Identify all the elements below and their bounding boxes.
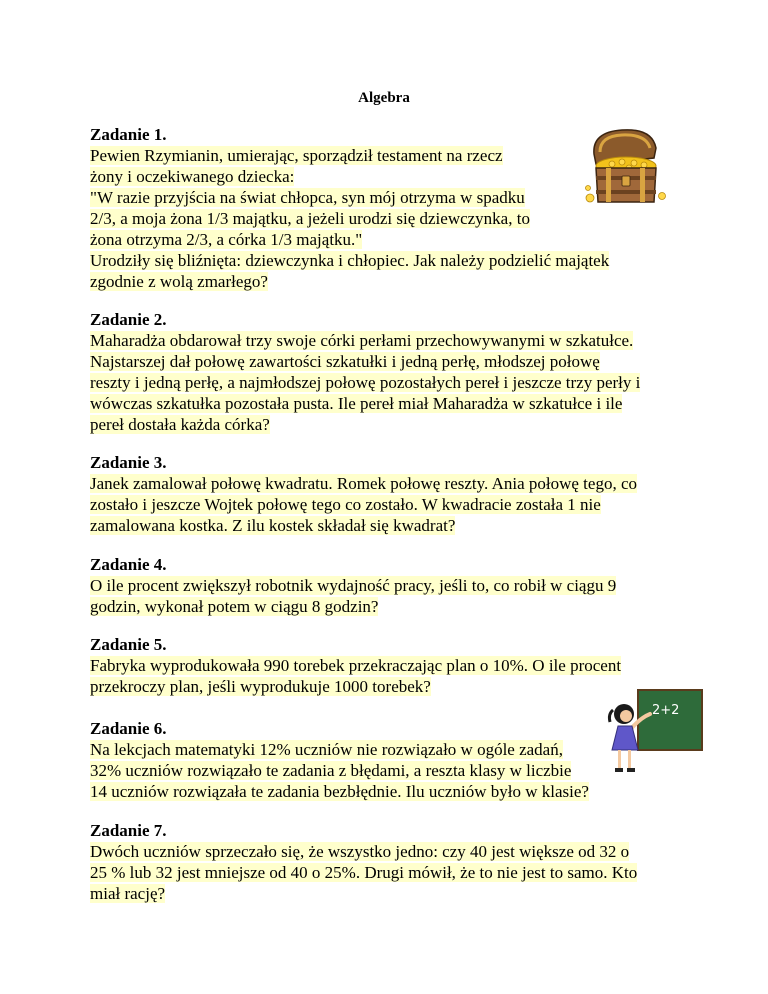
task-line: reszty i jedną perłę, a najmłodszej połowę pozostałych pereł i jeszcze trzy perły i <box>90 373 641 392</box>
task-line: zgodnie z wolą zmarłego? <box>90 272 268 291</box>
task-line: pereł dostała każda córka? <box>90 415 270 434</box>
task-heading: Zadanie 1. <box>90 125 167 144</box>
task-5 <box>90 634 621 697</box>
task-2 <box>90 309 640 435</box>
task-line: żona otrzyma 2/3, a córka 1/3 majątku." <box>90 230 363 249</box>
task-line: żony i oczekiwanego dziecka: <box>90 167 295 186</box>
task-7 <box>90 820 637 904</box>
task-4 <box>90 554 616 617</box>
page-title: Algebra <box>358 90 410 106</box>
task-line: O ile procent zwiększył robotnik wydajność pracy, jeśli to, co robił w ciągu 9 <box>90 576 617 595</box>
task-line: Dwóch uczniów sprzeczało się, że wszystko jedno: czy 40 jest większe od 32 o <box>90 842 630 861</box>
task-line: 25 % lub 32 jest mniejsze od 40 o 25%. Drugi mówił, że to nie jest to samo. Kto <box>90 863 638 882</box>
task-line: Janek zamalował połowę kwadratu. Romek połowę reszty. Ania połowę tego, co <box>90 474 637 493</box>
task-line: zamalowana kostka. Z ilu kostek składał się kwadrat? <box>90 516 456 535</box>
task-line: przekroczy plan, jeśli wyprodukuje 1000 torebek? <box>90 677 431 696</box>
task-heading: Zadanie 2. <box>90 310 167 329</box>
task-line: godzin, wykonał potem w ciągu 8 godzin? <box>90 597 379 616</box>
task-line: Fabryka wyprodukowała 990 torebek przekraczając plan o 10%. O ile procent <box>90 656 622 675</box>
girl-at-blackboard-icon <box>604 688 704 780</box>
task-line: zostało i jeszcze Wojtek połowę tego co zostało. W kwadracie została 1 nie <box>90 495 601 514</box>
task-6 <box>90 718 589 802</box>
task-heading: Zadanie 3. <box>90 453 167 472</box>
task-line: wówczas szkatułka pozostała pusta. Ile pereł miał Maharadża w szkatułce i ile <box>90 394 623 413</box>
treasure-chest-icon <box>582 124 668 210</box>
board-text: 2+2 <box>652 703 680 718</box>
task-1 <box>90 124 609 292</box>
task-heading: Zadanie 4. <box>90 555 167 574</box>
task-heading: Zadanie 7. <box>90 821 167 840</box>
task-heading: Zadanie 5. <box>90 635 167 654</box>
task-line: 14 uczniów rozwiązała te zadania bezbłędnie. Ilu uczniów było w klasie? <box>90 782 589 801</box>
task-3 <box>90 452 637 536</box>
task-line: Urodziły się bliźnięta: dziewczynka i chłopiec. Jak należy podzielić majątek <box>90 251 610 270</box>
task-line: Maharadża obdarował trzy swoje córki perłami przechowywanymi w szkatułce. <box>90 331 634 350</box>
task-line: Na lekcjach matematyki 12% uczniów nie rozwiązało w ogóle zadań, <box>90 740 563 759</box>
task-line: miał rację? <box>90 884 166 903</box>
task-line: Pewien Rzymianin, umierając, sporządził testament na rzecz <box>90 146 503 165</box>
task-heading: Zadanie 6. <box>90 719 167 738</box>
task-line: 32% uczniów rozwiązało te zadania z błędami, a reszta klasy w liczbie <box>90 761 572 780</box>
task-line: 2/3, a moja żona 1/3 majątku, a jeżeli urodzi się dziewczynka, to <box>90 209 530 228</box>
task-line: "W razie przyjścia na świat chłopca, syn mój otrzyma w spadku <box>90 188 525 207</box>
task-line: Najstarszej dał połowę zawartości szkatułki i jedną perłę, młodszej połowę <box>90 352 600 371</box>
